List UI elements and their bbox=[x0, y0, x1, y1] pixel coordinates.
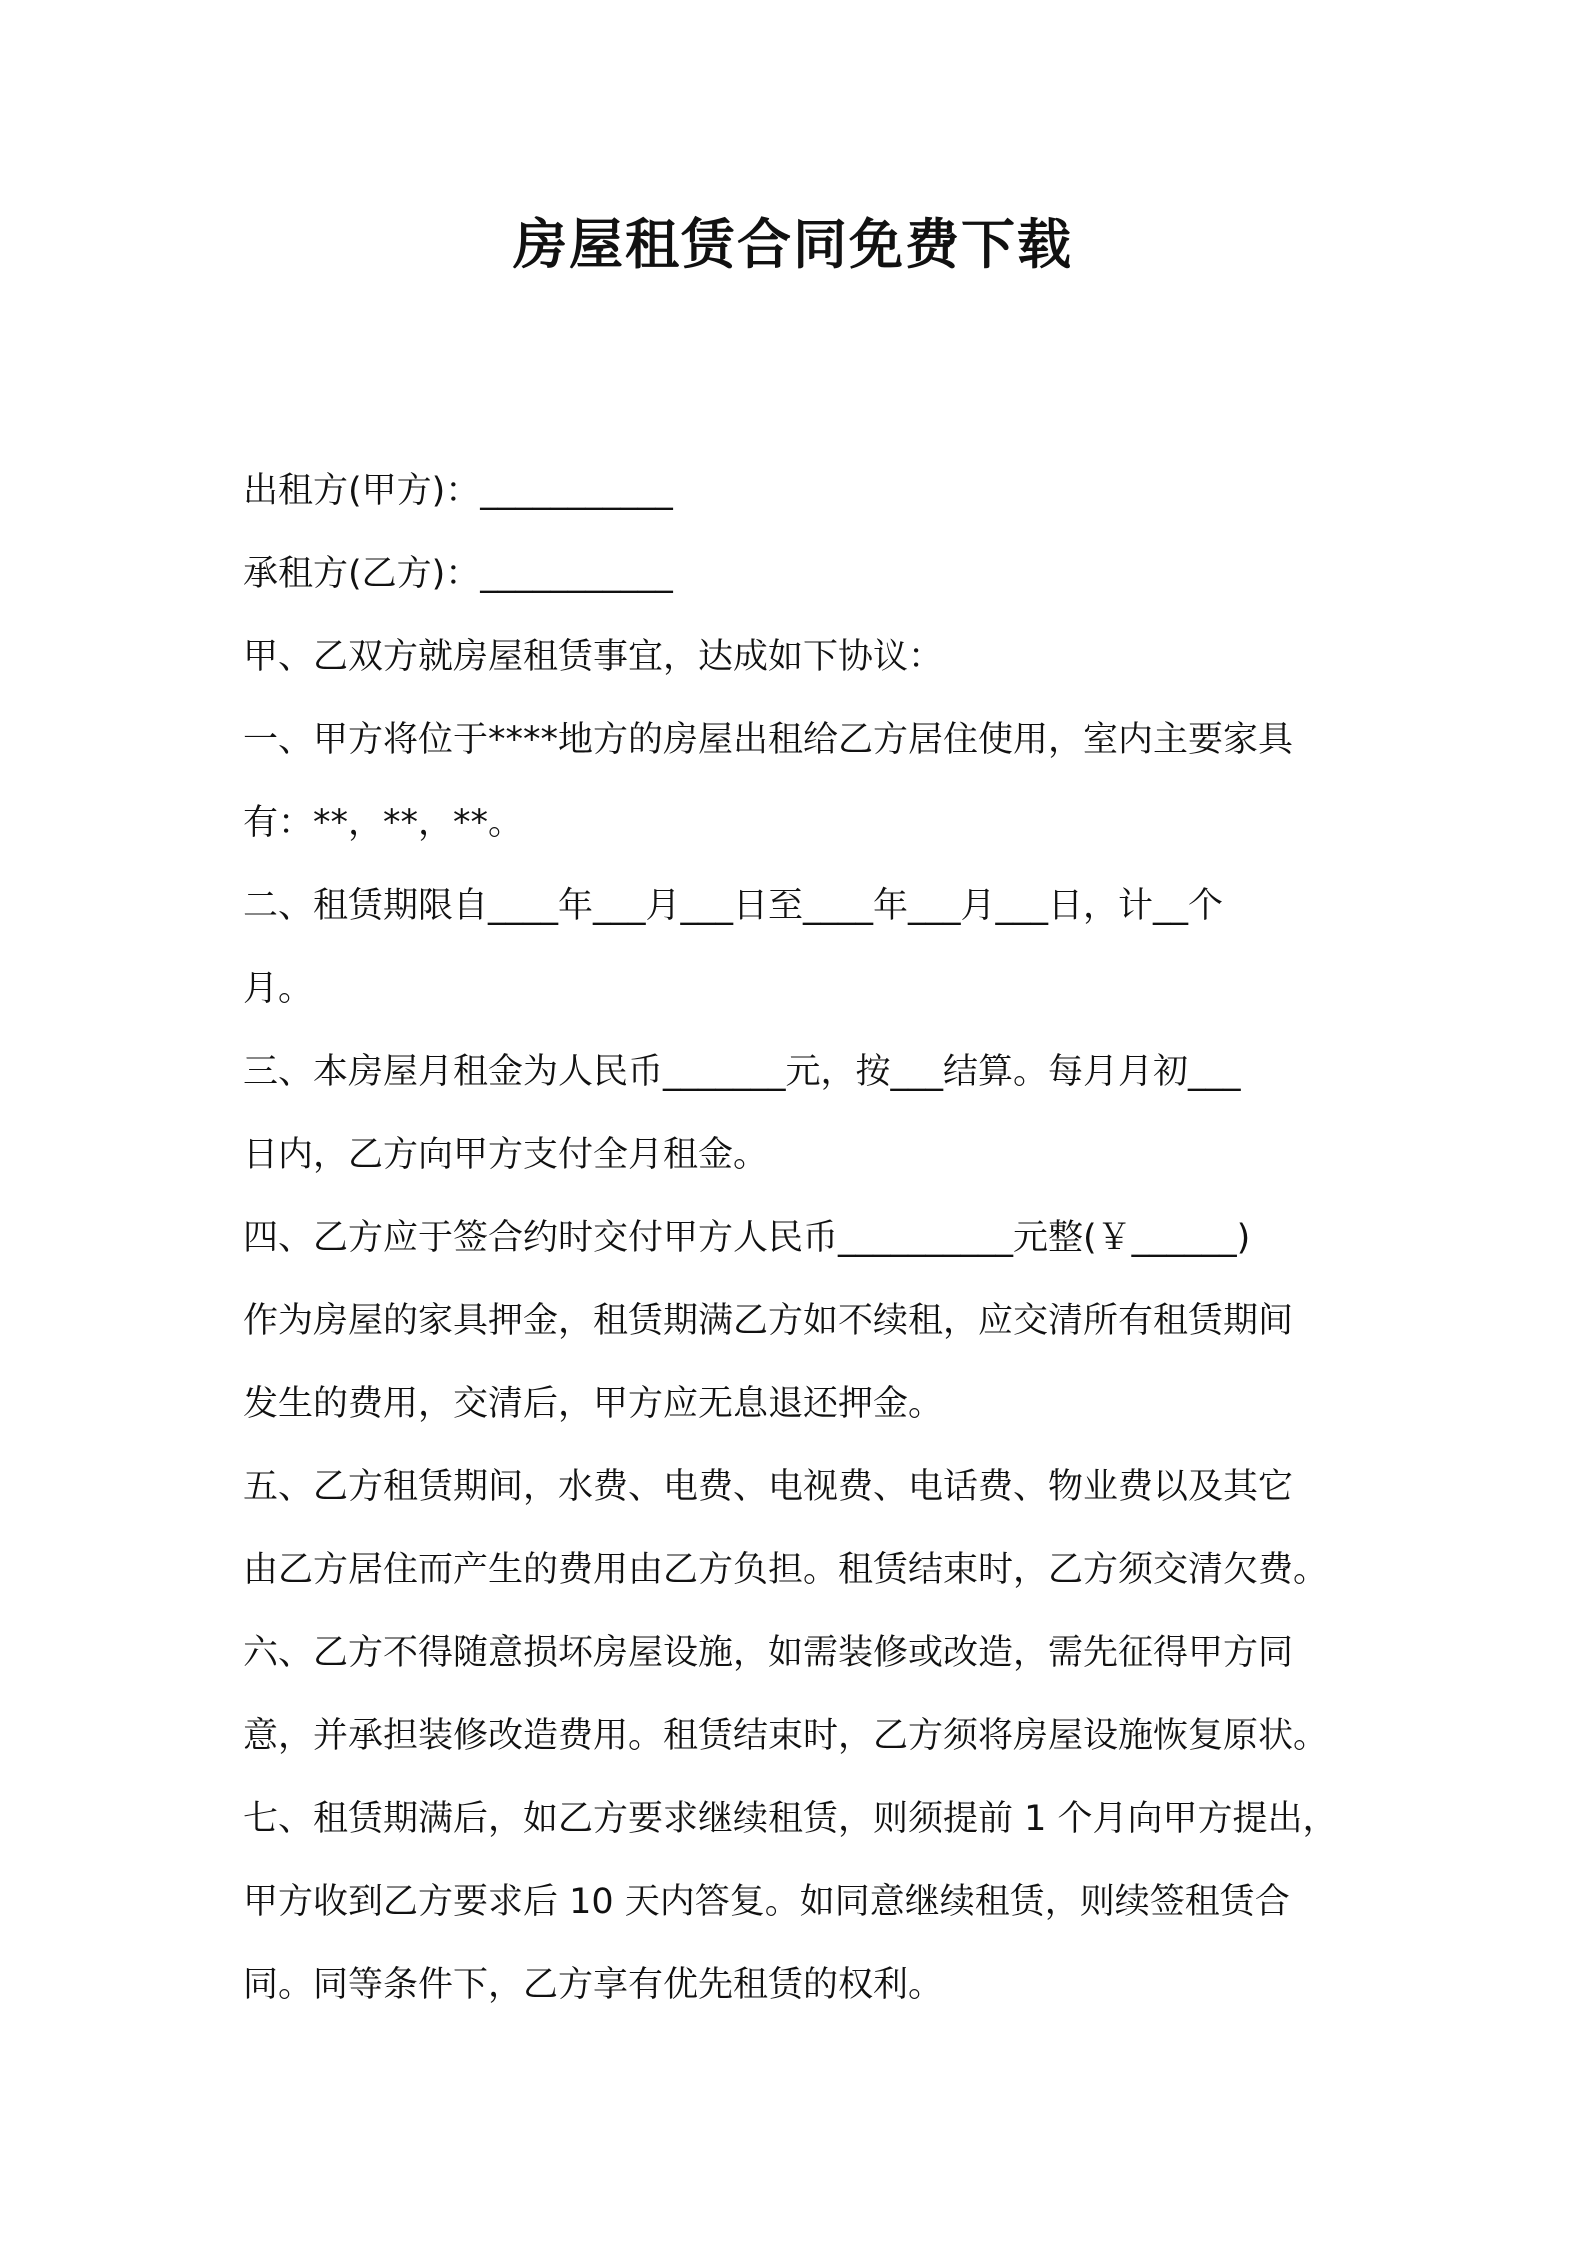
clause-2-line-1: 二、租赁期限自____年___月___日至____年___月___日，计__个 bbox=[243, 886, 1224, 926]
clause-4-line-2: 作为房屋的家具押金，租赁期满乙方如不续租，应交清所有租赁期间 bbox=[243, 1301, 1294, 1341]
clause-7-line-2: 甲方收到乙方要求后 10 天内答复。如同意继续租赁，则续签租赁合 bbox=[243, 1882, 1290, 1922]
clause-5-line-2: 由乙方居住而产生的费用由乙方负担。租赁结束时，乙方须交清欠费。 bbox=[243, 1550, 1329, 1590]
clause-3-line-1: 三、本房屋月租金为人民币_______元，按___结算。每月月初___ bbox=[243, 1052, 1241, 1092]
clause-5-line-1: 五、乙方租赁期间，水费、电费、电视费、电话费、物业费以及其它 bbox=[243, 1467, 1294, 1507]
agreement-intro: 甲、乙双方就房屋租赁事宜，达成如下协议： bbox=[243, 637, 944, 677]
clause-7-line-3: 同。同等条件下，乙方享有优先租赁的权利。 bbox=[243, 1965, 944, 2005]
clause-3-line-2: 日内，乙方向甲方支付全月租金。 bbox=[243, 1135, 769, 1175]
clause-1-line-1: 一、甲方将位于****地方的房屋出租给乙方居住使用，室内主要家具 bbox=[243, 720, 1294, 760]
clause-4-line-1: 四、乙方应于签合约时交付甲方人民币__________元整(￥______) bbox=[243, 1218, 1251, 1258]
document-body bbox=[243, 450, 1353, 2027]
document-title: 房屋租赁合同免费下载 bbox=[513, 213, 1073, 276]
clause-6-line-1: 六、乙方不得随意损坏房屋设施，如需装修或改造，需先征得甲方同 bbox=[243, 1633, 1294, 1673]
clause-2-line-2: 月。 bbox=[243, 969, 314, 1009]
lessor-line: 出租方(甲方)：___________ bbox=[243, 471, 673, 511]
clause-1-line-2: 有：**，**，**。 bbox=[243, 803, 524, 843]
clause-6-line-2: 意，并承担装修改造费用。租赁结束时，乙方须将房屋设施恢复原状。 bbox=[243, 1716, 1329, 1756]
lessee-line: 承租方(乙方)：___________ bbox=[243, 554, 673, 594]
clause-7-line-1: 七、租赁期满后，如乙方要求继续租赁，则须提前 1 个月向甲方提出， bbox=[243, 1799, 1338, 1839]
clause-4-line-3: 发生的费用，交清后，甲方应无息退还押金。 bbox=[243, 1384, 944, 1424]
